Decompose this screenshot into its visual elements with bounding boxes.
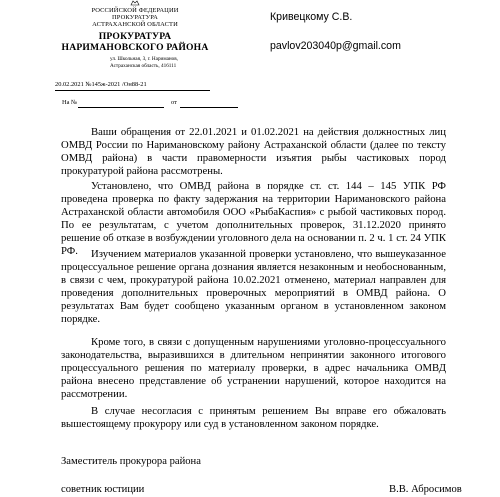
signatory-name: В.В. Абросимов bbox=[389, 484, 462, 495]
emblem-icon bbox=[130, 0, 140, 6]
org-region: АСТРАХАНСКОЙ ОБЛАСТИ bbox=[92, 21, 178, 28]
signatory-rank: советник юстиции bbox=[61, 484, 145, 495]
reference-number-line bbox=[78, 107, 164, 108]
body-paragraph-1: Ваши обращения от 22.01.2021 и 01.02.2021 на действия должностных лиц ОМВД России по Наримановскому району Астраханской области (далее по тексту ОМВД района) в части правомерности изъятия рыбы частиковых пород прокуратурой района рассмотрены. bbox=[61, 126, 446, 177]
outgoing-date-number: 20.02.2021 №145ж-2021 /Он88-21 bbox=[55, 81, 147, 88]
org-country: РОССИЙСКОЙ ФЕДЕРАЦИИ bbox=[91, 7, 179, 14]
date-underline bbox=[55, 90, 210, 91]
body-paragraph-2: Установлено, что ОМВД района в порядке ст. ст. 144 – 145 УПК РФ проведена проверка по факту задержания на территории Наримановского района Астраханской области автомобиля ООО «РыбаКаспия» с рыбой частиковых пород. По ее результатам, с учетом дополнительных проверок, 31.12.2020 принято решение об отказе в возбуждении уголовного дела на основании п. 2 ч. 1 ст. 24 УПК РФ. bbox=[61, 180, 446, 257]
reference-number-label: На № bbox=[62, 99, 78, 106]
body-paragraph-3: Изучением материалов указанной проверки установлено, что вышеуказанное процессуальное решение органа дознания является незаконным и необоснованным, в связи с чем, прокуратурой района 10.02.2021 отменено, материал направлен для проведения дополнительных проверочных мероприятий в ОМВД района. О результатах Вам будет сообщено указанным органом в установленном законом порядке. bbox=[61, 248, 446, 325]
org-address-street: ул. Школьная, 3, г. Нариманов, bbox=[110, 56, 178, 62]
org-title: ПРОКУРАТУРА bbox=[98, 31, 172, 42]
org-address-region: Астраханская область, 416111 bbox=[110, 63, 177, 69]
reference-date-line bbox=[180, 107, 238, 108]
signatory-position: Заместитель прокурора района bbox=[61, 456, 201, 467]
body-paragraph-5: В случае несогласия с принятым решением Вы вправе его обжаловать вышестоящему прокурору или суд в установленном законом порядке. bbox=[61, 405, 446, 430]
recipient-name: Кривецкому С.В. bbox=[270, 11, 353, 23]
reference-date-label: от bbox=[171, 99, 177, 106]
org-title-district: НАРИМАНОВСКОГО РАЙОНА bbox=[61, 42, 209, 53]
body-paragraph-4: Кроме того, в связи с допущенным нарушениями уголовно-процессуального законодательства, выразившихся в длительном непринятии законного итогового процессуального решения по материалу проверки, в адрес начальника ОМВД района внесено представление об устранении нарушений, которое находится на рассмотрении. bbox=[61, 336, 446, 400]
org-name-small: ПРОКУРАТУРА bbox=[112, 14, 158, 21]
recipient-email: pavlov203040p@gmail.com bbox=[270, 40, 401, 52]
